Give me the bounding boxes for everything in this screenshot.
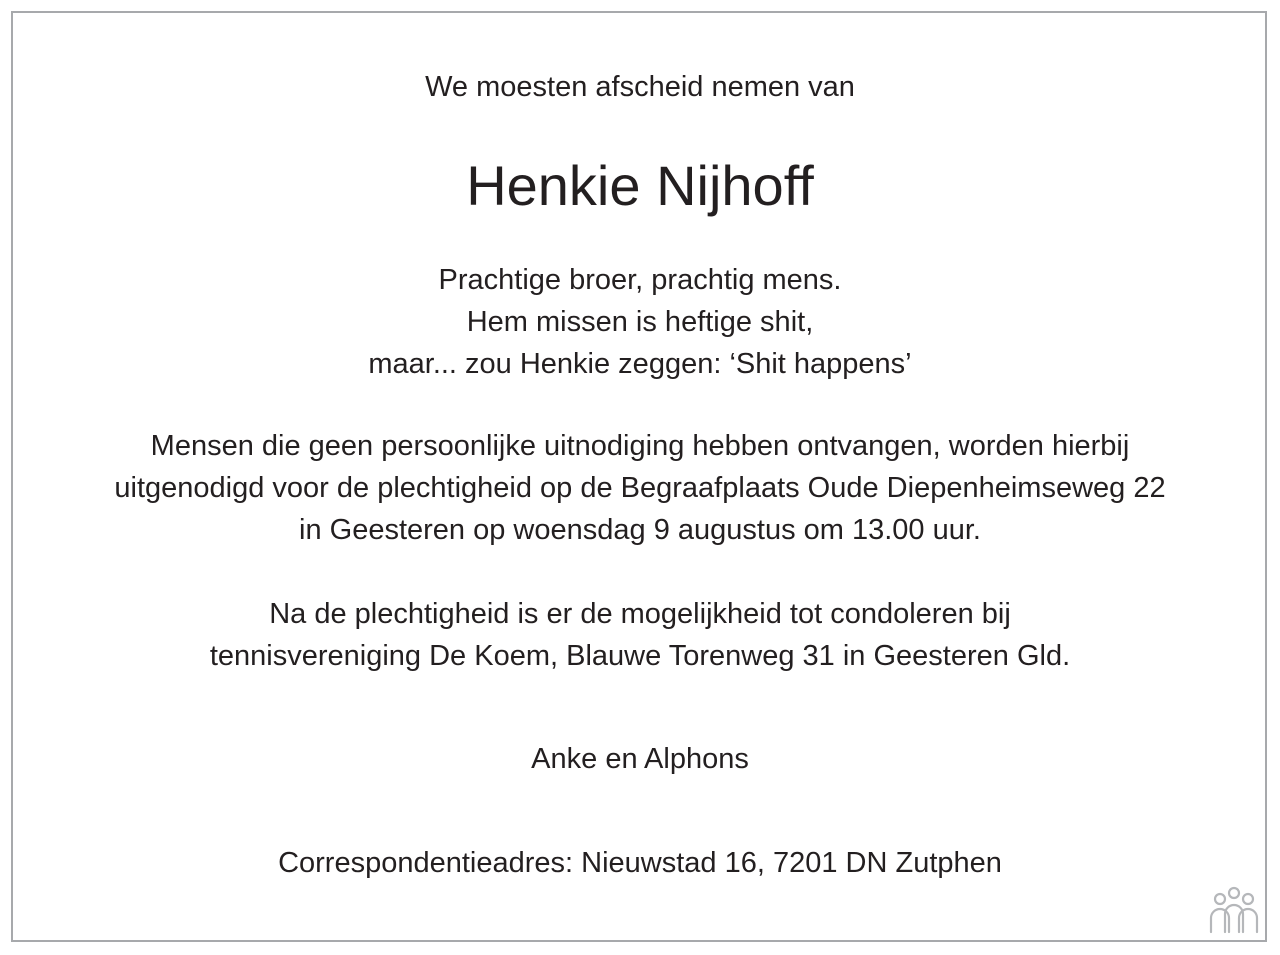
intro-text: We moesten afscheid nemen van [425, 71, 855, 103]
condolence-line-2: tennisvereniging De Koem, Blauwe Torenweg 31 in Geesteren Gld. [209, 640, 1071, 672]
correspondence-address: Correspondentieadres: Nieuwstad 16, 7201 DN Zutphen [278, 847, 1002, 879]
poem-line-2: Hem missen is heftige shit, [466, 306, 814, 338]
invitation-line-1: Mensen die geen persoonlijke uitnodiging hebben ontvangen, worden hierbij [150, 430, 1130, 462]
poem-line-3: maar... zou Henkie zeggen: ‘Shit happens’ [368, 348, 912, 380]
poem-line-1: Prachtige broer, prachtig mens. [438, 264, 842, 296]
invitation-line-3: in Geesteren op woensdag 9 augustus om 13.00 uur. [299, 514, 981, 546]
people-group-icon [1206, 886, 1262, 934]
deceased-name: Henkie Nijhoff [466, 154, 814, 217]
condolence-line-1: Na de plechtigheid is er de mogelijkheid tot condoleren bij [269, 598, 1011, 630]
signature: Anke en Alphons [531, 743, 749, 775]
invitation-line-2: uitgenodigd voor de plechtigheid op de Begraafplaats Oude Diepenheimseweg 22 [114, 472, 1166, 504]
